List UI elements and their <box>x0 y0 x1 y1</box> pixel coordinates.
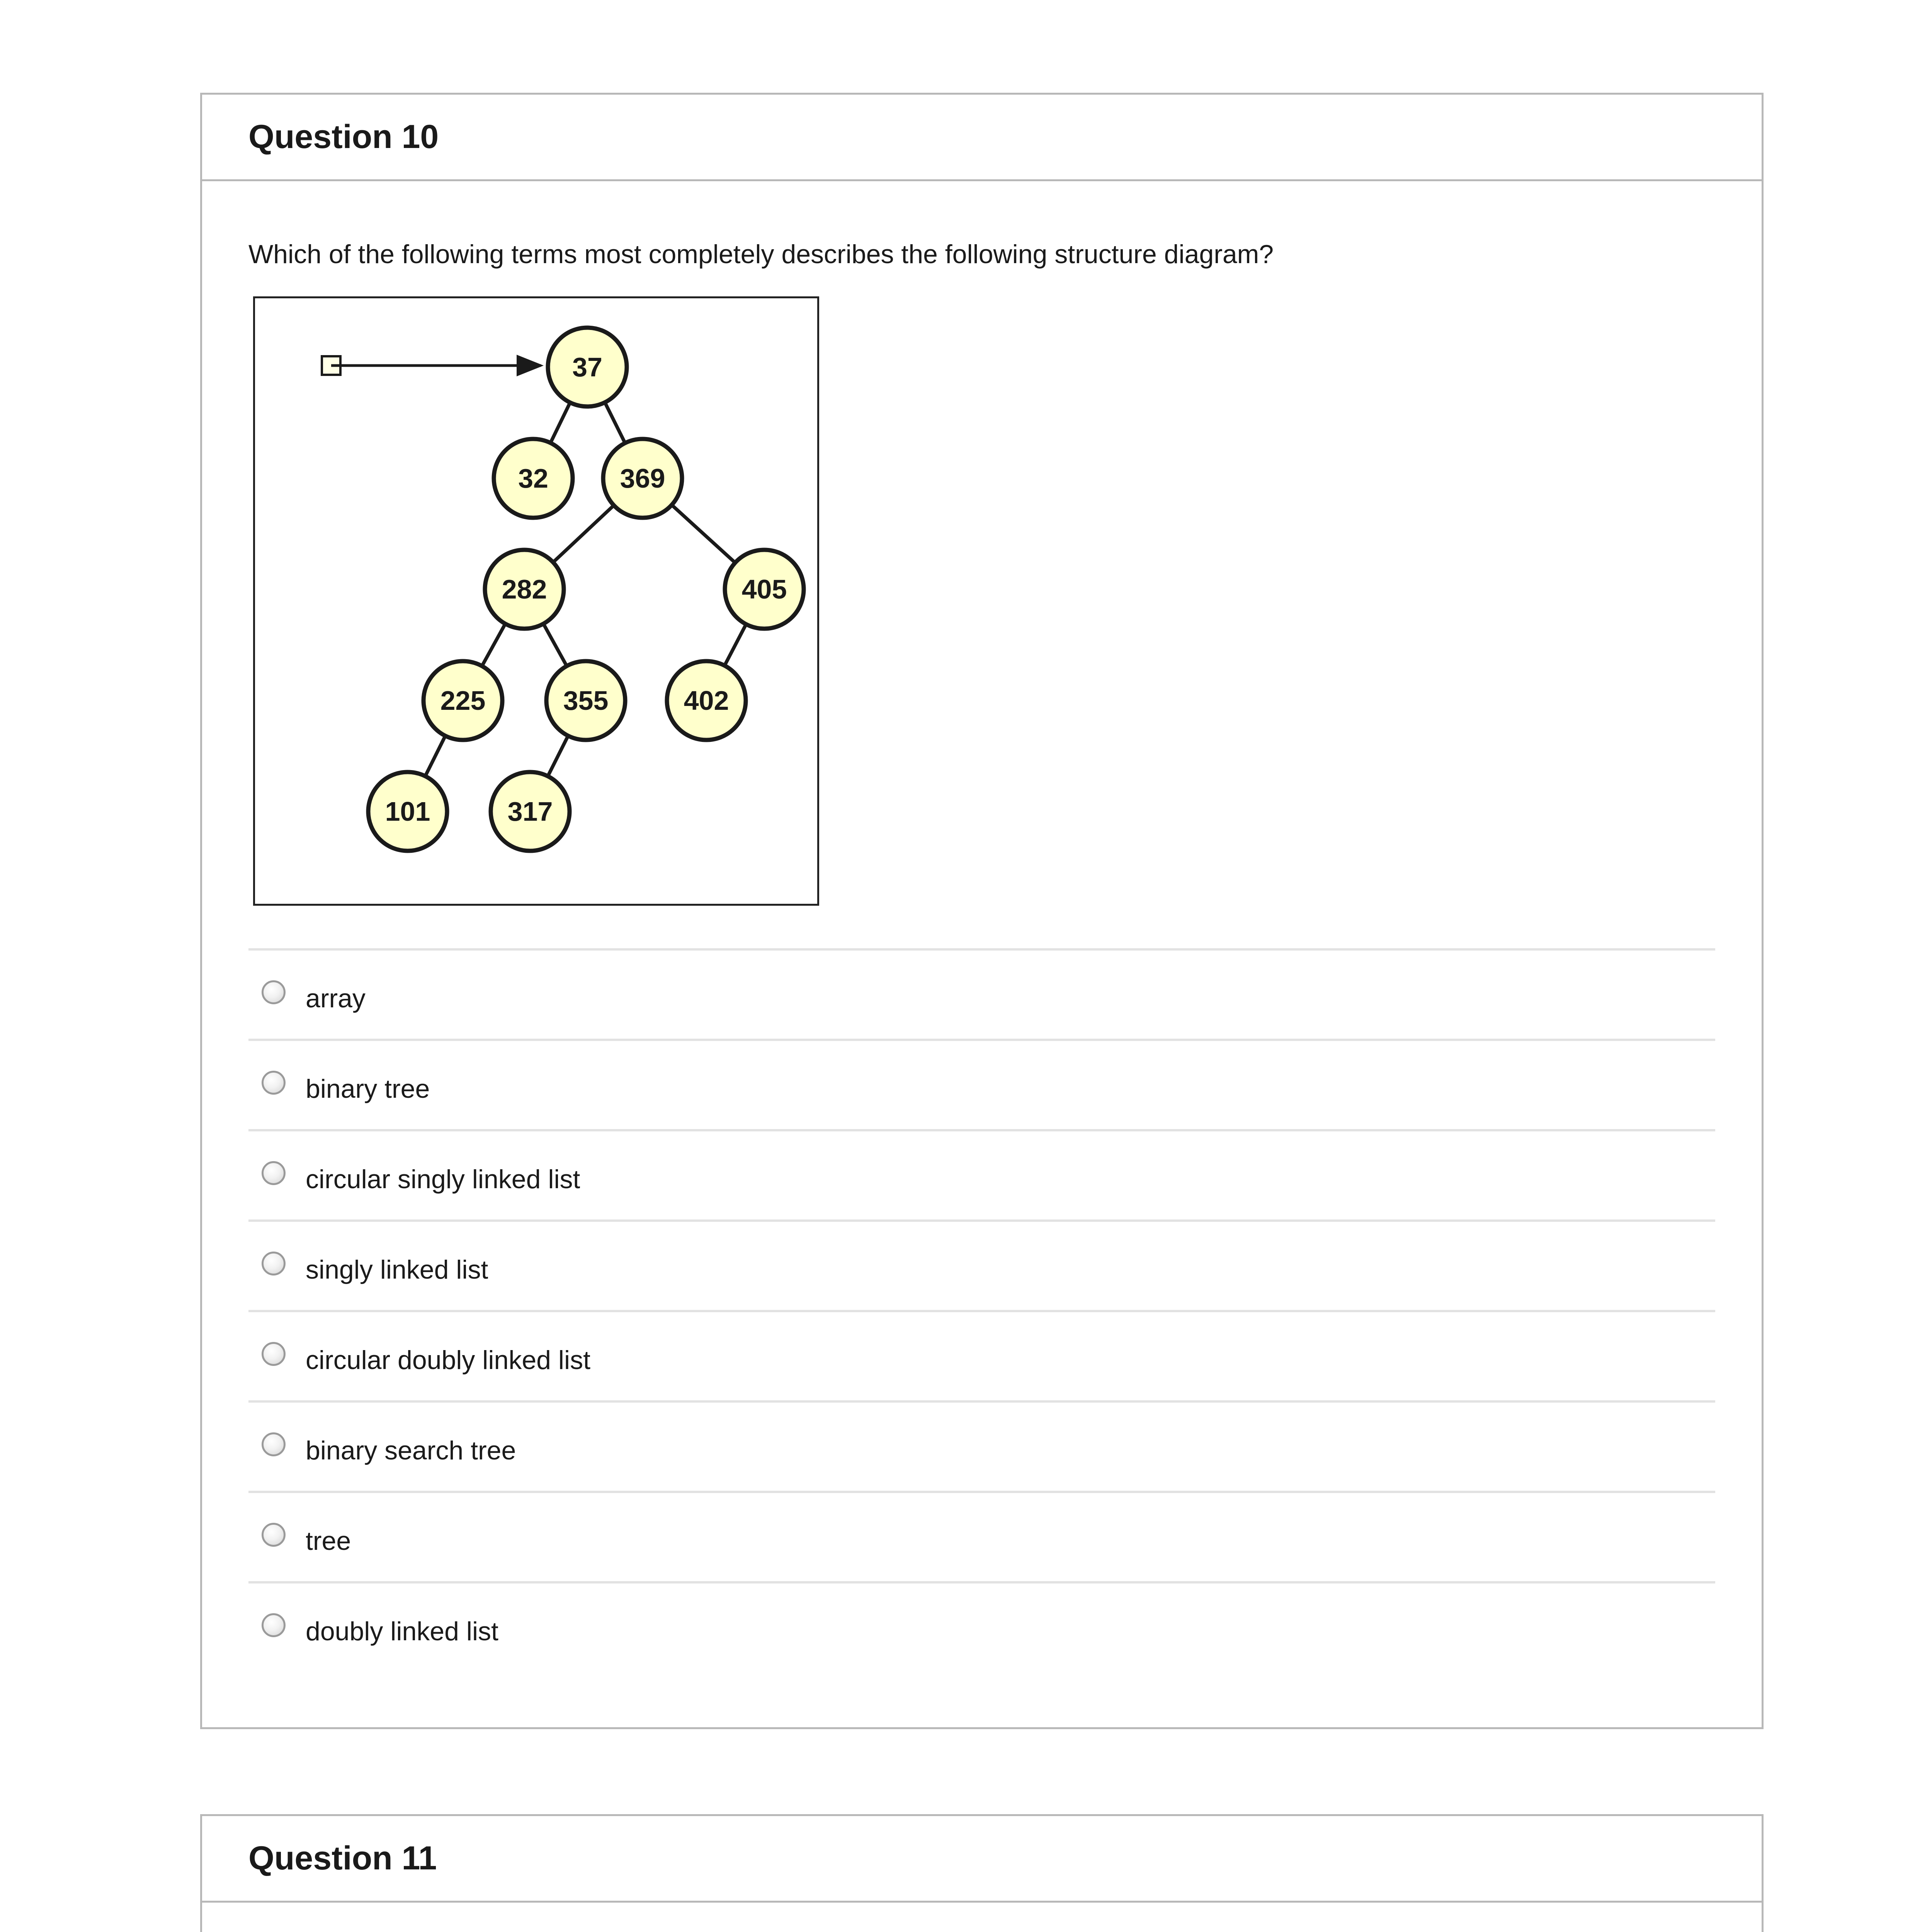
tree-nodes <box>368 328 804 851</box>
option-label: binary search tree <box>306 1436 516 1465</box>
radio-button[interactable] <box>262 1432 286 1456</box>
tree-diagram-svg <box>255 298 817 904</box>
option-row[interactable] <box>248 1581 1715 1672</box>
option-row[interactable] <box>248 1491 1715 1581</box>
tree-node <box>485 550 564 629</box>
tree-node <box>548 328 627 406</box>
option-label: circular singly linked list <box>306 1165 580 1194</box>
option-label: binary tree <box>306 1074 430 1104</box>
question-text: Which of the following terms most completely describes the following structure diagram? <box>248 240 1274 269</box>
radio-button[interactable] <box>262 1071 286 1095</box>
question-11-card <box>200 1814 1764 1932</box>
radio-button[interactable] <box>262 1342 286 1366</box>
radio-button[interactable] <box>262 980 286 1004</box>
tree-node-label: 355 <box>563 685 609 716</box>
option-row[interactable] <box>248 1400 1715 1491</box>
tree-node-label: 402 <box>684 685 729 716</box>
option-label: tree <box>306 1526 351 1556</box>
option-row[interactable] <box>248 948 1715 1039</box>
tree-node-label: 317 <box>507 796 553 827</box>
tree-node <box>491 772 570 851</box>
question-11-header <box>202 1816 1762 1903</box>
option-row[interactable] <box>248 1129 1715 1219</box>
option-row[interactable] <box>248 1039 1715 1129</box>
question-title: Question 11 <box>248 1840 437 1877</box>
structure-diagram <box>253 296 819 906</box>
tree-node <box>725 550 804 629</box>
option-label: doubly linked list <box>306 1617 498 1646</box>
radio-button[interactable] <box>262 1161 286 1185</box>
option-label: array <box>306 984 366 1013</box>
option-label: singly linked list <box>306 1255 488 1284</box>
question-title: Question 10 <box>248 118 439 155</box>
tree-edges <box>408 367 764 811</box>
tree-node <box>368 772 447 851</box>
tree-node-label: 225 <box>440 685 486 716</box>
question-10-card <box>200 93 1764 1729</box>
option-row[interactable] <box>248 1310 1715 1400</box>
question-10-header <box>202 95 1762 181</box>
option-row[interactable] <box>248 1219 1715 1310</box>
tree-node-label: 282 <box>502 574 547 604</box>
radio-button[interactable] <box>262 1252 286 1276</box>
tree-node <box>546 661 625 740</box>
tree-node <box>494 439 573 518</box>
radio-button[interactable] <box>262 1613 286 1637</box>
tree-node-label: 101 <box>385 796 430 827</box>
tree-node-label: 37 <box>572 352 602 382</box>
radio-button[interactable] <box>262 1523 286 1547</box>
tree-node-label: 405 <box>742 574 787 604</box>
tree-node <box>667 661 746 740</box>
tree-node-label: 32 <box>518 463 548 493</box>
tree-node <box>423 661 502 740</box>
answer-options <box>248 948 1715 1672</box>
tree-node-label: 369 <box>620 463 665 493</box>
tree-node <box>603 439 682 518</box>
option-label: circular doubly linked list <box>306 1345 590 1375</box>
